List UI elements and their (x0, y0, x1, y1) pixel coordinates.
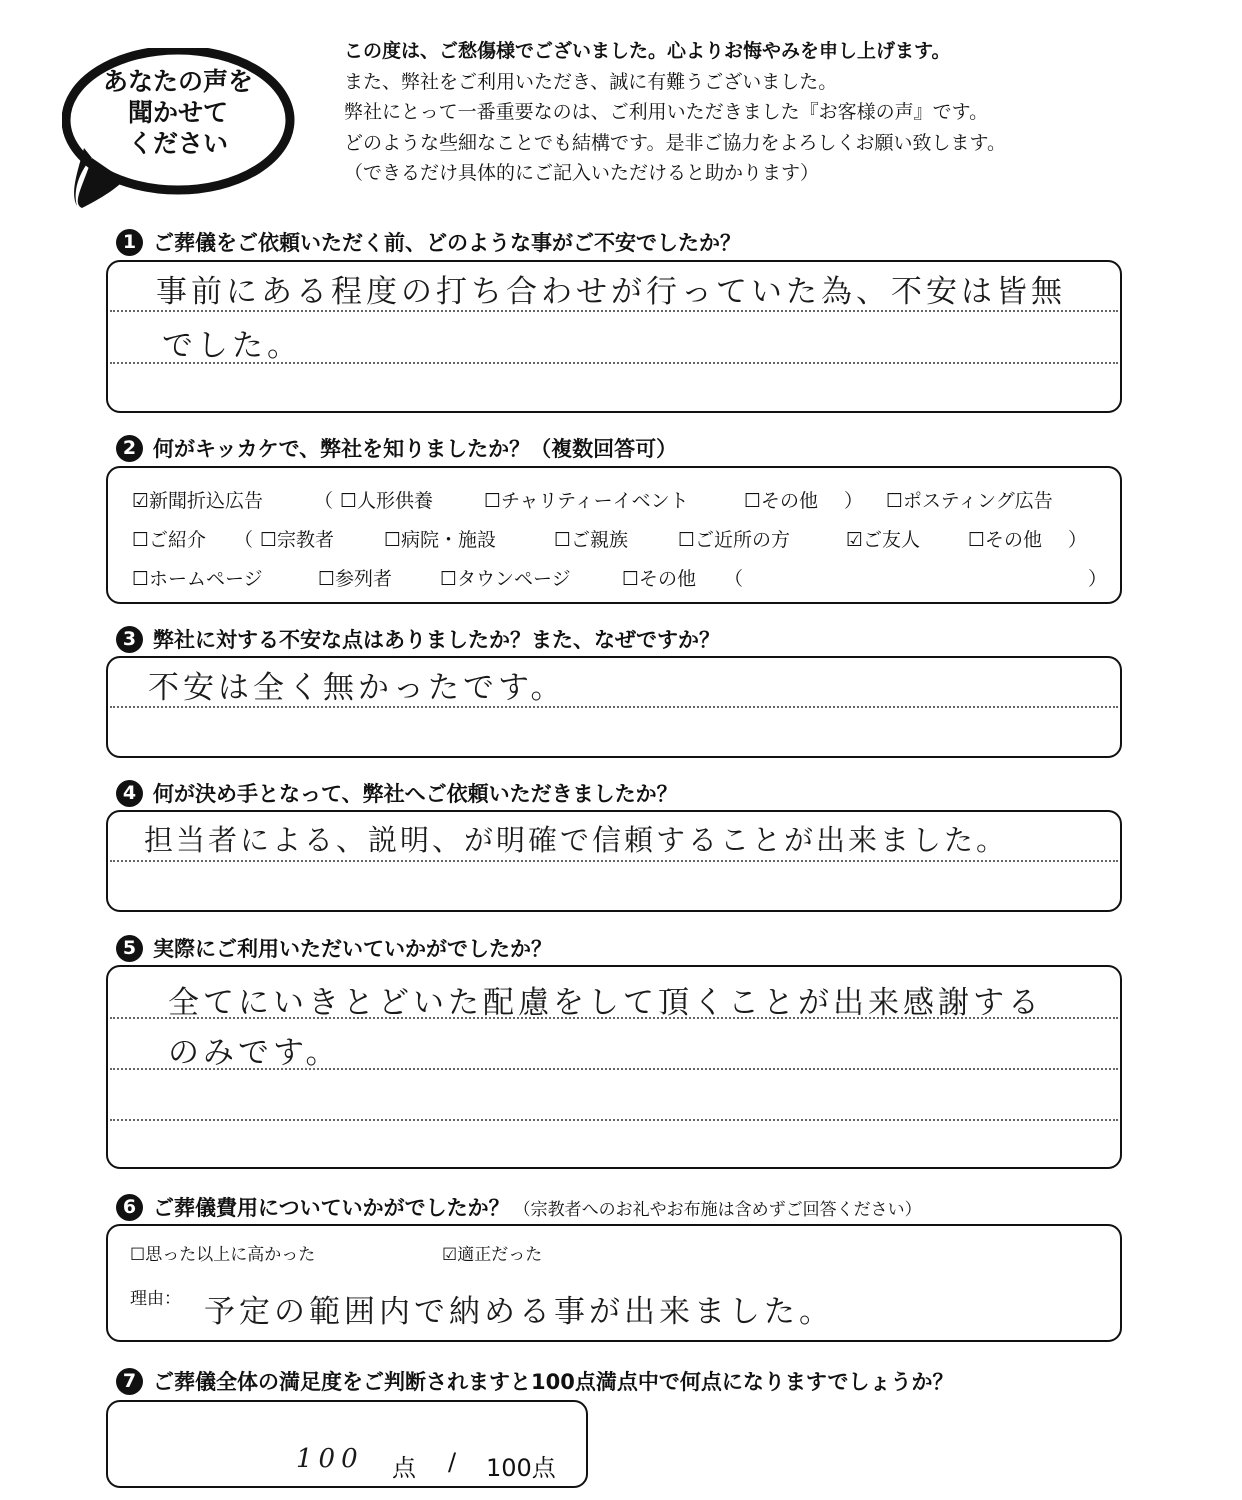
question-7-heading (116, 1366, 953, 1396)
handwritten-answer-line: 事前にある程度の打ち合わせが行っていた為、不安は皆無 (156, 274, 1066, 310)
paren-open: （ (724, 568, 744, 590)
question-number: 4 (116, 780, 143, 807)
checkbox-other[interactable]: ☐その他 (968, 529, 1043, 551)
question-text: 弊社に対する不安な点はありましたか？また、なぜですか？ (153, 628, 720, 652)
score-box (106, 1400, 588, 1488)
handwritten-reason[interactable]: 予定の範囲内で納める事が出来ました。 (204, 1294, 834, 1330)
paren-close: ） (1068, 529, 1088, 551)
checkbox-posting-ad[interactable]: ☐ポスティング広告 (886, 490, 1053, 512)
question-number: 6 (116, 1194, 143, 1221)
checkbox-other[interactable]: ☐その他 (744, 490, 819, 512)
question-5-heading (116, 933, 552, 963)
question-text: ご葬儀費用についていかがでしたか？ (153, 1196, 510, 1220)
handwritten-score[interactable]: 100 (296, 1444, 364, 1474)
question-note: （宗教者へのお礼やお布施は含めずご回答ください） (513, 1199, 922, 1220)
answer-box-2 (106, 466, 1122, 604)
checkbox-attendee[interactable]: ☐参列者 (318, 568, 393, 590)
answer-box-3[interactable] (106, 656, 1122, 758)
checkbox-townpage[interactable]: ☐タウンページ (440, 568, 571, 590)
checkbox-religious[interactable]: ☐宗教者 (260, 529, 335, 551)
checkbox-newspaper-insert[interactable]: ☑新聞折込広告 (132, 490, 264, 512)
handwritten-answer-line: でした。 (162, 328, 302, 364)
intro-text: この度は、ご愁傷様でございました。心よりお悔やみを申し上げます。 また、弊社をご利用いただき、誠に有難うございました。 弊社にとって一番重要なのは、ご利用いただきました『お客様の声』です。 どのような些細なことでも結構です。是非ご協力をよろしくお願い致します。 （できるだけ具体的にご記入いただけると助かります） (344, 40, 1006, 184)
bubble-title: あなたの声を 聞かせて ください (102, 67, 253, 158)
score-slash: / (448, 1448, 457, 1476)
checkbox-more-expensive[interactable]: ☐思った以上に高かった (130, 1245, 316, 1265)
handwritten-answer-line: 担当者による、説明、が明確で信頼することが出来ました。 (144, 823, 1009, 857)
handwritten-answer-line: 全てにいきとどいた配慮をして頂くことが出来感謝する (168, 985, 1043, 1021)
question-number: 3 (116, 626, 143, 653)
handwritten-answer-line: のみです。 (168, 1035, 341, 1071)
answer-box-4[interactable] (106, 810, 1122, 912)
question-1-heading (116, 227, 741, 257)
question-2-heading (116, 433, 677, 463)
handwritten-answer-line: 不安は全く無かったです。 (148, 670, 566, 706)
checkbox-relatives[interactable]: ☐ご親族 (554, 529, 629, 551)
question-text: 実際にご利用いただいていかがでしたか？ (153, 937, 552, 961)
answer-box-5[interactable] (106, 965, 1122, 1169)
checkbox-other[interactable]: ☐その他 (622, 568, 697, 590)
question-4-heading (116, 778, 678, 808)
question-6-heading (116, 1192, 922, 1222)
question-3-heading (116, 624, 720, 654)
score-unit: 点 (392, 1454, 416, 1482)
reason-label: 理由： (130, 1289, 181, 1309)
question-text: ご葬儀をご依頼いただく前、どのような事がご不安でしたか？ (153, 231, 741, 255)
question-text: 何が決め手となって、弊社へご依頼いただきましたか？ (153, 782, 678, 806)
max-score: 100点 (486, 1454, 556, 1482)
checkbox-friend[interactable]: ☑ご友人 (846, 529, 921, 551)
paren-close: ） (844, 490, 864, 512)
checkbox-neighbors[interactable]: ☐ご近所の方 (678, 529, 791, 551)
question-text: 何がキッカケで、弊社を知りましたか？（複数回答可） (153, 437, 678, 461)
checkbox-doll-memorial[interactable]: ☐人形供養 (340, 490, 434, 512)
answer-box-6 (106, 1224, 1122, 1342)
checkbox-homepage[interactable]: ☐ホームページ (132, 568, 263, 590)
question-number: 2 (116, 435, 143, 462)
paren-close: ） (1088, 568, 1108, 590)
checkbox-hospital[interactable]: ☐病院・施設 (384, 529, 497, 551)
checkbox-charity-event[interactable]: ☐チャリティーイベント (484, 490, 689, 512)
answer-box-1[interactable] (106, 260, 1122, 413)
checkbox-referral[interactable]: ☐ご紹介 (132, 529, 207, 551)
paren-open: （ (314, 490, 334, 512)
question-text: ご葬儀全体の満足度をご判断されますと100点満点中で何点になりますでしょうか？ (153, 1370, 954, 1394)
question-number: 7 (116, 1368, 143, 1395)
question-number: 1 (116, 229, 143, 256)
question-number: 5 (116, 935, 143, 962)
checkbox-appropriate[interactable]: ☑適正だった (442, 1245, 543, 1265)
paren-open: （ (234, 529, 254, 551)
